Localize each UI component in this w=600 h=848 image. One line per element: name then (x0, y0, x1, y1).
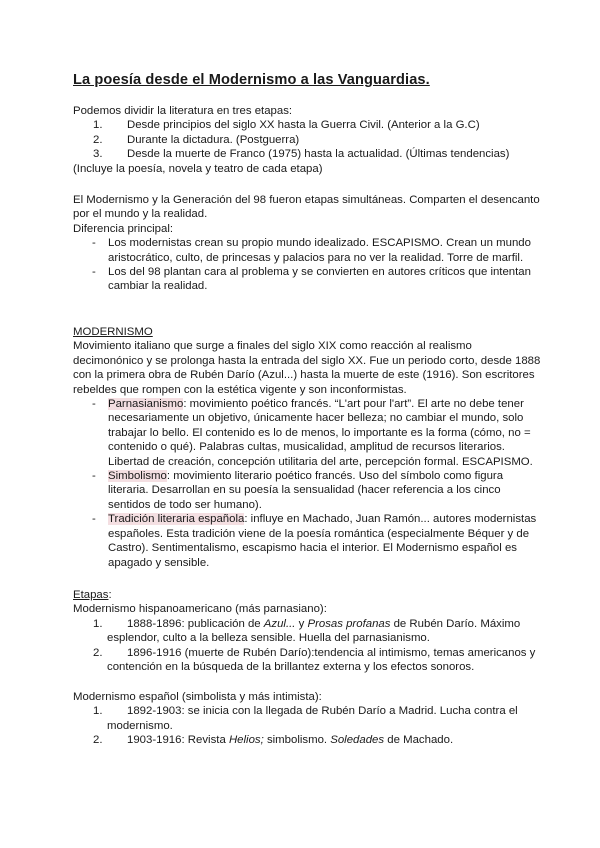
intro-lead: Podemos dividir la literatura en tres etapas: (73, 105, 293, 117)
modernismo-section (73, 325, 541, 570)
dash-bullet: - (92, 470, 96, 483)
paragraph-line: con la primera obra de Rubén Darío (Azul...) hasta la muerte de este (1916). Son escritores (73, 369, 535, 382)
comparison-section (73, 193, 540, 294)
list-item: - Tradición literaria española: influye en Machado, Juan Ramón... autores modernistas españoles. Esta tradición viene de la poesía romántica (especialmente Béquer y de Castro). Sentimentalismo, escapismo hacia el interior. El Modernismo español es apagado y sensible. (73, 512, 533, 570)
section-heading: MODERNISMO (73, 326, 153, 338)
etapas-section (73, 588, 536, 674)
list-item: 1. Desde principios del siglo XX hasta la Guerra Civil. (Anterior a la G.C) (93, 119, 480, 132)
list-item: 2. 1903-1916: Revista Helios; simbolismo. Soledades de Machado. (93, 734, 454, 747)
dash-bullet: - (92, 398, 96, 411)
list-item: 1. 1888-1896: publicación de Azul... y Prosas profanas de Rubén Darío. Máximo esplendor, culto a la belleza sensible. Huella del parnasianismo. (93, 617, 521, 645)
paragraph-line: rebeldes que rompen con la estética vigente y son inconformistas. (73, 383, 407, 396)
paragraph-line: por el mundo y la realidad. (73, 208, 208, 221)
list-item: 2. 1896-1916 (muerte de Rubén Darío):tendencia al intimismo, temas americanos y contención en la búsqueda de la brillantez externa y los efectos sonoros. (93, 646, 536, 674)
paragraph-line: El Modernismo y la Generación del 98 fueron etapas simultáneas. Comparten el desencanto (73, 194, 540, 206)
section-heading: Etapas: (73, 589, 112, 601)
difference-label: Diferencia principal: (73, 222, 174, 235)
list-item: 3. Desde la muerte de Franco (1975) hasta la actualidad. (Últimas tendencias) (93, 148, 510, 161)
etapas-espanol-section (73, 690, 533, 748)
highlighted-term: Parnasianismo (108, 398, 184, 411)
highlighted-term: Tradición literaria española (108, 513, 245, 526)
list-item: 1. 1892-1903: se inicia con la llegada de Rubén Darío a Madrid. Lucha contra el modernismo. (93, 705, 518, 732)
list-item: - Los del 98 plantan cara al problema y se convierten en autores críticos que intentan cambiar la realidad. (73, 265, 533, 294)
dash-bullet: - (92, 237, 96, 250)
list-item: - Parnasianismo: movimiento poético francés. “L'art pour l'art”. El arte no debe tener necesariamente un objetivo, únicamente hacer belleza; no cambiar el mundo, solo trabajar lo bello. El contenido es lo de menos, lo importante es la forma (cómo, no = contenido o qué). Palabras cultas, musicalidad, amplitud de recursos literarios. Libertad de creación, concepción utilitaria del arte, percepción formal. ESCAPISMO. (73, 397, 533, 469)
dash-bullet: - (92, 513, 96, 526)
intro-section (73, 104, 533, 176)
intro-note: (Incluye la poesía, novela y teatro de cada etapa) (73, 162, 323, 175)
document-title: La poesía desde el Modernismo a las Vanguardias. (73, 72, 430, 88)
list-item: 2. Durante la dictadura. (Postguerra) (93, 133, 300, 146)
list-item: - Los modernistas crean su propio mundo idealizado. ESCAPISMO. Crean un mundo aristocrático, culto, de princesas y palacios para no ver la realidad. Torre de marfil. (73, 236, 533, 265)
dash-bullet: - (92, 266, 96, 279)
subsection-label: Modernismo español (simbolista y más intimista): (73, 691, 322, 703)
subsection-label: Modernismo hispanoamericano (más parnasiano): (73, 603, 327, 616)
list-item: - Simbolismo: movimiento literario poético francés. Uso del símbolo como figura literaria. Desarrollan en su poesía la sensualidad (hacer referencia a los cinco sentidos de todo ser humano). (73, 469, 533, 512)
paragraph-line: Movimiento italiano que surge a finales del siglo XIX como reacción al realismo (73, 340, 472, 353)
highlighted-term: Simbolismo (108, 470, 167, 483)
paragraph-line: decimonónico y se prolonga hasta la entrada del siglo XX. Fue un periodo corto, desde 1888 (73, 354, 541, 367)
